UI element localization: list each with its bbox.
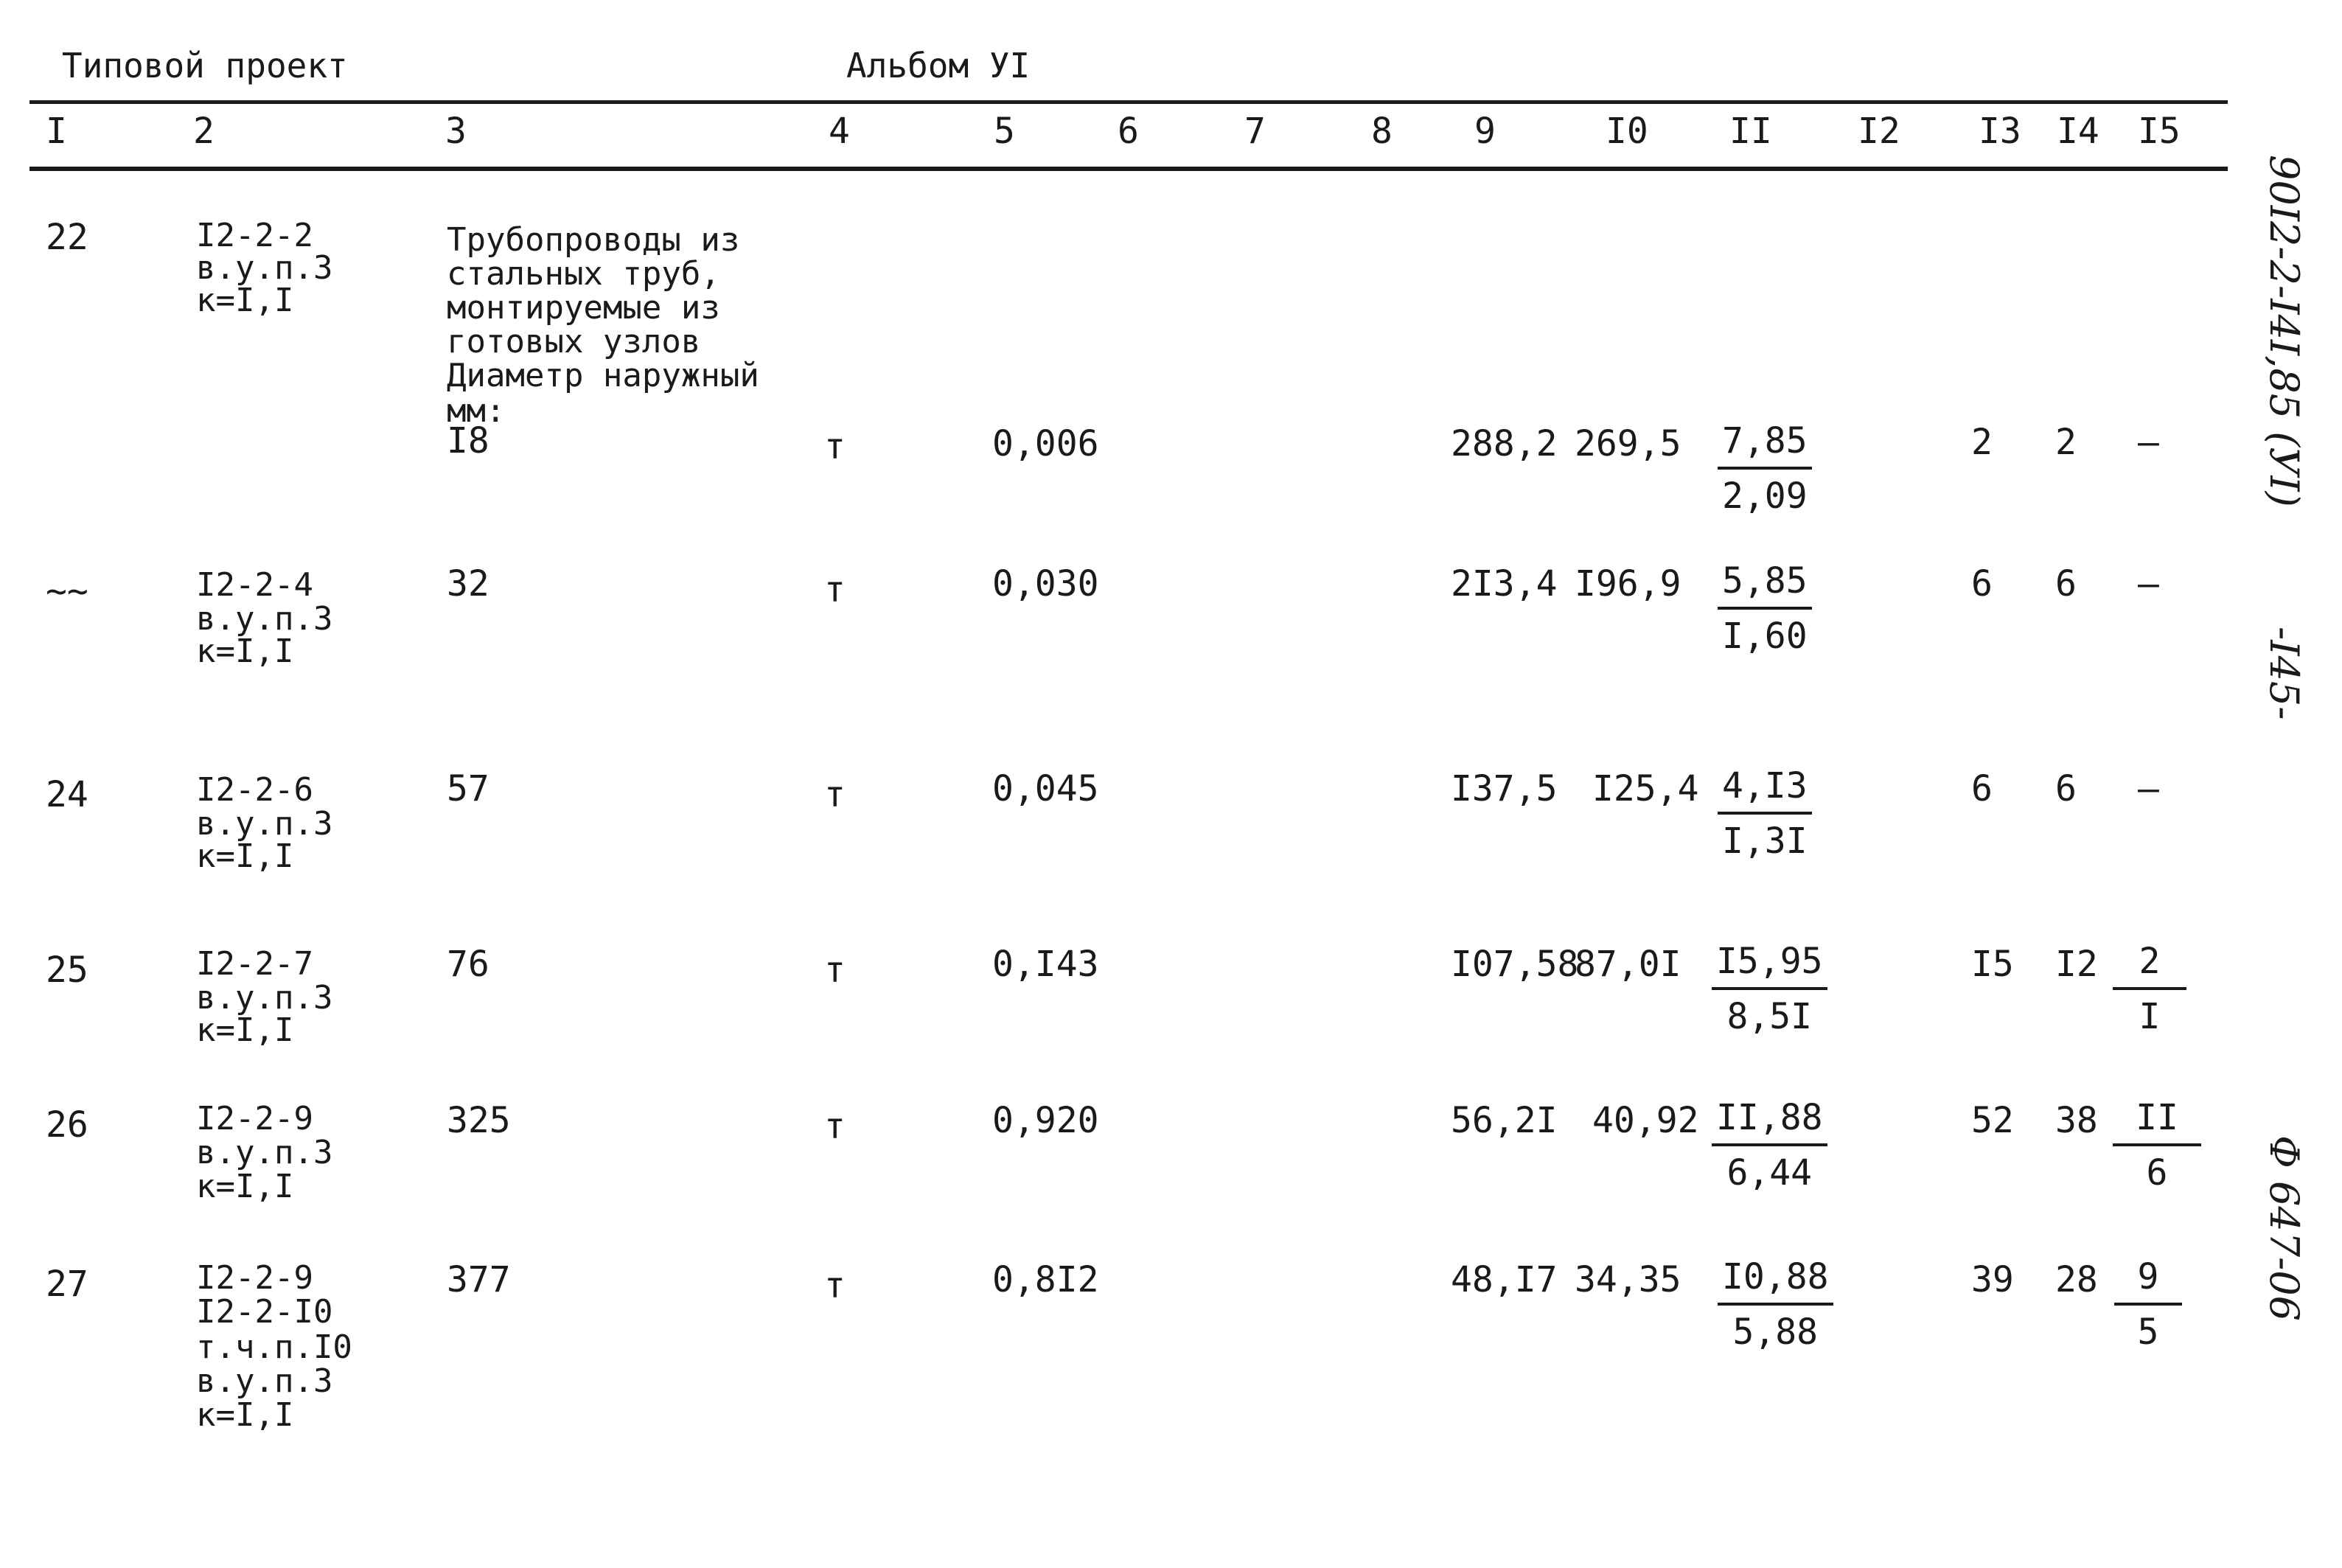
- row-code: т.ч.п.I0: [196, 1328, 352, 1366]
- row-no: 24: [46, 774, 88, 815]
- row-diameter: I8: [447, 420, 489, 461]
- intro-line-1: Трубопроводы из: [447, 221, 740, 259]
- row-code: I2-2-2: [196, 217, 313, 254]
- fraction-denominator: 5,88: [1732, 1311, 1819, 1353]
- col-7: 7: [1244, 111, 1266, 152]
- header-rule-top: [29, 100, 2228, 104]
- row-code: I2-2-9: [196, 1100, 313, 1137]
- row-code: к=I,I: [196, 282, 294, 319]
- row-col10: I96,9: [1575, 563, 1681, 604]
- fraction-denominator: 8,5I: [1726, 995, 1813, 1037]
- row-qty: 0,8I2: [992, 1259, 1099, 1300]
- row-code: к=I,I: [196, 837, 294, 875]
- col-5: 5: [994, 111, 1015, 152]
- row-qty: 0,030: [992, 563, 1099, 604]
- row-col13: 39: [1971, 1259, 2014, 1300]
- row-no: 22: [46, 217, 88, 258]
- row-code: в.у.п.3: [196, 1134, 333, 1171]
- intro-line-6: мм:: [447, 392, 506, 430]
- row-unit: т: [824, 1106, 846, 1147]
- intro-line-5: Диаметр наружный: [447, 357, 759, 394]
- row-code: I2-2-4: [196, 566, 313, 604]
- row-qty: 0,I43: [992, 944, 1099, 985]
- col-12: I2: [1858, 111, 1900, 152]
- col-15: I5: [2138, 111, 2181, 152]
- col-4: 4: [829, 111, 850, 152]
- row-col15: –: [2138, 768, 2159, 809]
- row-col13: I5: [1971, 944, 2014, 985]
- row-col9: I37,5: [1451, 768, 1558, 809]
- project-label: Типовой проект: [62, 46, 348, 86]
- row-col14: 2: [2055, 422, 2077, 463]
- row-unit: т: [824, 774, 846, 815]
- row-col14: 28: [2055, 1259, 2098, 1300]
- row-code: I2-2-7: [196, 945, 313, 983]
- fraction-numerator: I5,95: [1712, 938, 1827, 990]
- intro-line-3: монтируемые из: [447, 289, 720, 327]
- row-unit: т: [824, 426, 846, 467]
- col-2: 2: [193, 111, 215, 152]
- col-10: I0: [1606, 111, 1648, 152]
- fraction-denominator: I,60: [1722, 615, 1808, 657]
- row-unit: т: [824, 569, 846, 610]
- fraction-numerator: 5,85: [1718, 557, 1812, 610]
- col-3: 3: [445, 111, 467, 152]
- row-col14: I2: [2055, 944, 2098, 985]
- row-col10: I25,4: [1592, 768, 1699, 809]
- intro-line-4: готовых узлов: [447, 323, 701, 360]
- row-code: I2-2-I0: [196, 1293, 333, 1331]
- row-col9: I07,58: [1451, 944, 1579, 985]
- row-code: к=I,I: [196, 1396, 294, 1434]
- row-col11-fraction: [1712, 1094, 1827, 1197]
- col-13: I3: [1979, 111, 2021, 152]
- fraction-numerator: 9: [2114, 1253, 2182, 1306]
- album-label: Альбом УI: [846, 46, 1031, 86]
- row-col9: 288,2: [1451, 423, 1558, 464]
- row-col11-fraction: [1718, 762, 1812, 865]
- row-col9: 56,2I: [1451, 1100, 1558, 1141]
- row-no: 25: [46, 949, 88, 991]
- row-no: 27: [46, 1264, 88, 1305]
- row-unit: т: [824, 1265, 846, 1306]
- row-no: 26: [46, 1104, 88, 1146]
- fraction-numerator: 7,85: [1718, 417, 1812, 470]
- row-col15-fraction: [2114, 1253, 2182, 1356]
- row-col11-fraction: [1718, 1253, 1833, 1356]
- col-6: 6: [1118, 111, 1139, 152]
- row-code: к=I,I: [196, 1011, 294, 1049]
- row-qty: 0,920: [992, 1100, 1099, 1141]
- row-col14: 6: [2055, 768, 2077, 809]
- row-diameter: 57: [447, 768, 489, 809]
- fraction-denominator: 5: [2137, 1311, 2159, 1353]
- row-col11-fraction: [1712, 938, 1827, 1041]
- fraction-numerator: 4,I3: [1718, 762, 1812, 815]
- row-col14: 38: [2055, 1100, 2098, 1141]
- row-diameter: 76: [447, 944, 489, 985]
- col-11: II: [1729, 111, 1772, 152]
- row-qty: 0,006: [992, 423, 1099, 464]
- row-code: в.у.п.3: [196, 805, 333, 843]
- header-rule-bottom: [29, 167, 2228, 171]
- fraction-numerator: II: [2113, 1094, 2201, 1146]
- row-col9: 48,I7: [1451, 1259, 1558, 1300]
- intro-line-2: стальных труб,: [447, 255, 720, 293]
- row-code: к=I,I: [196, 1168, 294, 1205]
- col-8: 8: [1371, 111, 1393, 152]
- fraction-numerator: 2: [2113, 938, 2186, 990]
- row-col15-fraction: [2113, 1094, 2201, 1197]
- row-diameter: 325: [447, 1100, 511, 1141]
- row-col13: 6: [1971, 768, 1993, 809]
- row-diameter: 377: [447, 1259, 511, 1300]
- row-code: в.у.п.3: [196, 1362, 333, 1400]
- row-code: I2-2-9: [196, 1259, 313, 1297]
- row-col10: 269,5: [1575, 423, 1681, 464]
- row-code: в.у.п.3: [196, 600, 333, 638]
- row-col15: –: [2138, 422, 2159, 463]
- margin-note-bottom: Ф 647-06: [2261, 1135, 2307, 1322]
- row-col11-fraction: [1718, 557, 1812, 661]
- row-qty: 0,045: [992, 768, 1099, 809]
- row-col13: 6: [1971, 563, 1993, 604]
- row-code: в.у.п.3: [196, 249, 333, 287]
- row-col10: 40,92: [1592, 1100, 1699, 1141]
- col-1: I: [46, 111, 67, 152]
- row-col15: –: [2138, 563, 2159, 604]
- fraction-denominator: I: [2139, 995, 2161, 1037]
- row-col14: 6: [2055, 563, 2077, 604]
- row-no: ~~: [46, 571, 88, 612]
- row-col11-fraction: [1718, 417, 1812, 520]
- row-col9: 2I3,4: [1451, 563, 1558, 604]
- margin-note-top: 90I2-2-I4I,85 (УI): [2261, 155, 2307, 507]
- fraction-denominator: 2,09: [1722, 475, 1808, 517]
- row-code: к=I,I: [196, 633, 294, 670]
- fraction-numerator: II,88: [1712, 1094, 1827, 1146]
- row-col13: 2: [1971, 422, 1993, 463]
- fraction-numerator: I0,88: [1718, 1253, 1833, 1306]
- row-code: I2-2-6: [196, 771, 313, 809]
- row-col10: 34,35: [1575, 1259, 1681, 1300]
- row-diameter: 32: [447, 563, 489, 604]
- margin-note-mid: -I45-: [2261, 627, 2307, 720]
- fraction-denominator: 6,44: [1726, 1151, 1813, 1194]
- row-col15-fraction: [2113, 938, 2186, 1041]
- row-code: в.у.п.3: [196, 979, 333, 1017]
- fraction-denominator: 6: [2146, 1151, 2168, 1194]
- col-14: I4: [2057, 111, 2099, 152]
- row-unit: т: [824, 949, 846, 991]
- fraction-denominator: I,3I: [1722, 820, 1808, 862]
- col-9: 9: [1474, 111, 1496, 152]
- row-col13: 52: [1971, 1100, 2014, 1141]
- row-col10: 87,0I: [1575, 944, 1681, 985]
